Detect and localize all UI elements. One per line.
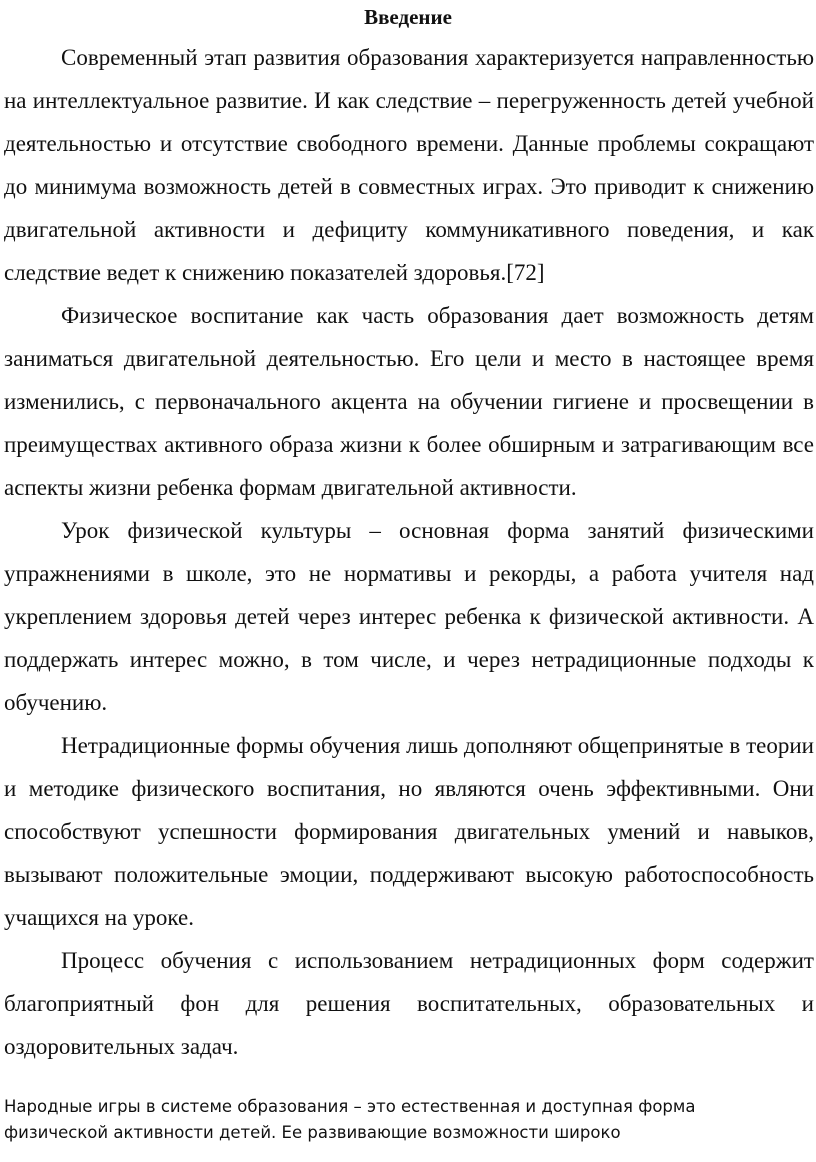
paragraph-1: Современный этап развития образования характеризуется направленностью на интеллектуальное развитие. И как следствие – перегруженность детей учебной деятельностью и отсутствие свободного времени. Данные проблемы сокращают до минимума возможность детей в совместных играх. Это приводит к снижению двигательной активности и дефициту коммуникативного поведения, и как следствие ведет к снижению показателей здоровья.[72] [4,45,814,285]
footer-text: Народные игры в системе образования – это естественная и доступная форма физической активности детей. Ее развивающие возможности широко [4,1097,696,1142]
paragraph-4: Нетрадиционные формы обучения лишь дополняют общепринятые в теории и методике физического воспитания, но являются очень эффективными. Они способствуют успешности формирования двигательных умений и навыков, вызывают положительные эмоции, поддерживают высокую работоспособность учащихся на уроке. [4,733,814,930]
page-title: Введение [364,5,452,29]
paragraph-2: Физическое воспитание как часть образования дает возможность детям заниматься двигательной деятельностью. Его цели и место в настоящее время изменились, с первоначального акцента на обучении гигиене и просвещении в преимуществах активного образа жизни к более обширным и затрагивающим все аспекты жизни ребенка формам двигательной активности. [4,303,814,500]
paragraph-5: Процесс обучения с использованием нетрадиционных форм содержит благоприятный фон для решения воспитательных, образовательных и оздоровительных задач. [4,948,814,1059]
document-body [4,36,814,1068]
paragraph-3: Урок физической культуры – основная форма занятий физическими упражнениями в школе, это не нормативы и рекорды, а работа учителя над укреплением здоровья детей через интерес ребенка к физической активности. А поддержать интерес можно, в том числе, и через нетрадиционные подходы к обучению. [4,518,814,715]
